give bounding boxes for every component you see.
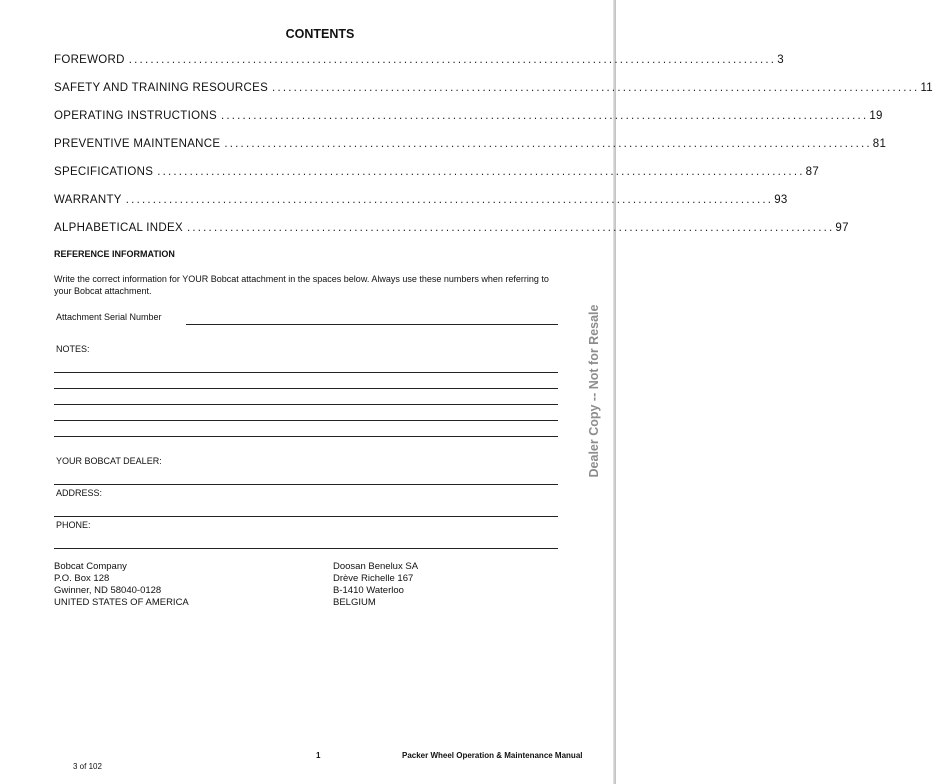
footer-manual-title: Packer Wheel Operation & Maintenance Manual	[402, 751, 583, 760]
dealer-label: YOUR BOBCAT DEALER:	[56, 456, 162, 466]
address-line: B-1410 Waterloo	[333, 585, 404, 596]
toc-entry-label: SPECIFICATIONS	[54, 166, 154, 178]
dealer-field[interactable]	[54, 484, 558, 485]
address-line: Drève Richelle 167	[333, 573, 414, 584]
toc-dot-leader: ........................................................................................................................	[125, 194, 774, 206]
toc-entry-foreword[interactable]	[54, 54, 784, 82]
toc-entry-warranty[interactable]	[54, 194, 788, 222]
toc-dot-leader: ........................................................................................................................	[220, 110, 869, 122]
notes-line[interactable]	[54, 372, 558, 373]
toc-entry-operating[interactable]	[54, 110, 883, 138]
toc-dot-leader: ........................................................................................................................	[272, 82, 920, 94]
reference-heading: REFERENCE INFORMATION	[54, 249, 175, 259]
page-count: 3 of 102	[73, 762, 102, 771]
toc-entry-maintenance[interactable]	[54, 138, 887, 166]
address-label: ADDRESS:	[56, 488, 103, 498]
toc-entry-page: 87	[805, 166, 820, 178]
footer-page-number: 1	[316, 751, 321, 760]
notes-line[interactable]	[54, 388, 558, 389]
phone-field[interactable]	[54, 548, 558, 549]
toc-entry-label: WARRANTY	[54, 194, 122, 206]
table-of-contents	[54, 54, 933, 250]
toc-entry-label: OPERATING INSTRUCTIONS	[54, 110, 217, 122]
address-line: BELGIUM	[333, 597, 376, 608]
serial-number-label: Attachment Serial Number	[56, 312, 162, 322]
doosan-benelux-address	[333, 561, 418, 609]
address-line: Doosan Benelux SA	[333, 561, 419, 572]
toc-entry-label: SAFETY AND TRAINING RESOURCES	[54, 82, 269, 94]
toc-entry-page: 11	[920, 82, 933, 94]
toc-dot-leader: ........................................................................................................................	[157, 166, 805, 178]
toc-entry-page: 81	[872, 138, 887, 150]
notes-line[interactable]	[54, 404, 558, 405]
watermark-text: Dealer Copy -- Not for Resale	[587, 304, 601, 478]
bobcat-company-address	[54, 561, 189, 609]
toc-entry-label: FOREWORD	[54, 54, 125, 66]
toc-dot-leader: ........................................................................................................................	[224, 138, 872, 150]
toc-entry-page: 19	[869, 110, 883, 122]
reference-instructions: Write the correct information for YOUR Bobcat attachment in the spaces below. Always use these numbers when referring to your Bobcat attachment.	[54, 274, 549, 296]
address-line: P.O. Box 128	[54, 573, 110, 584]
toc-entry-page: 93	[774, 194, 788, 206]
notes-label: NOTES:	[56, 344, 90, 354]
address-line: Bobcat Company	[54, 561, 127, 572]
address-field[interactable]	[54, 516, 558, 517]
notes-line[interactable]	[54, 436, 558, 437]
toc-dot-leader: ........................................................................................................................	[186, 222, 835, 234]
toc-entry-index[interactable]	[54, 222, 849, 250]
toc-entry-safety[interactable]	[54, 82, 933, 110]
serial-number-field[interactable]	[186, 324, 558, 325]
contents-title: CONTENTS	[285, 27, 355, 41]
toc-entry-page: 97	[835, 222, 849, 234]
toc-entry-specifications[interactable]	[54, 166, 820, 194]
phone-label: PHONE:	[56, 520, 91, 530]
toc-entry-label: PREVENTIVE MAINTENANCE	[54, 138, 221, 150]
notes-line[interactable]	[54, 420, 558, 421]
address-line: Gwinner, ND 58040-0128	[54, 585, 162, 596]
address-line: UNITED STATES OF AMERICA	[54, 597, 189, 608]
toc-entry-page: 3	[777, 54, 784, 66]
toc-dot-leader: ........................................................................................................................	[128, 54, 777, 66]
toc-entry-label: ALPHABETICAL INDEX	[54, 222, 183, 234]
